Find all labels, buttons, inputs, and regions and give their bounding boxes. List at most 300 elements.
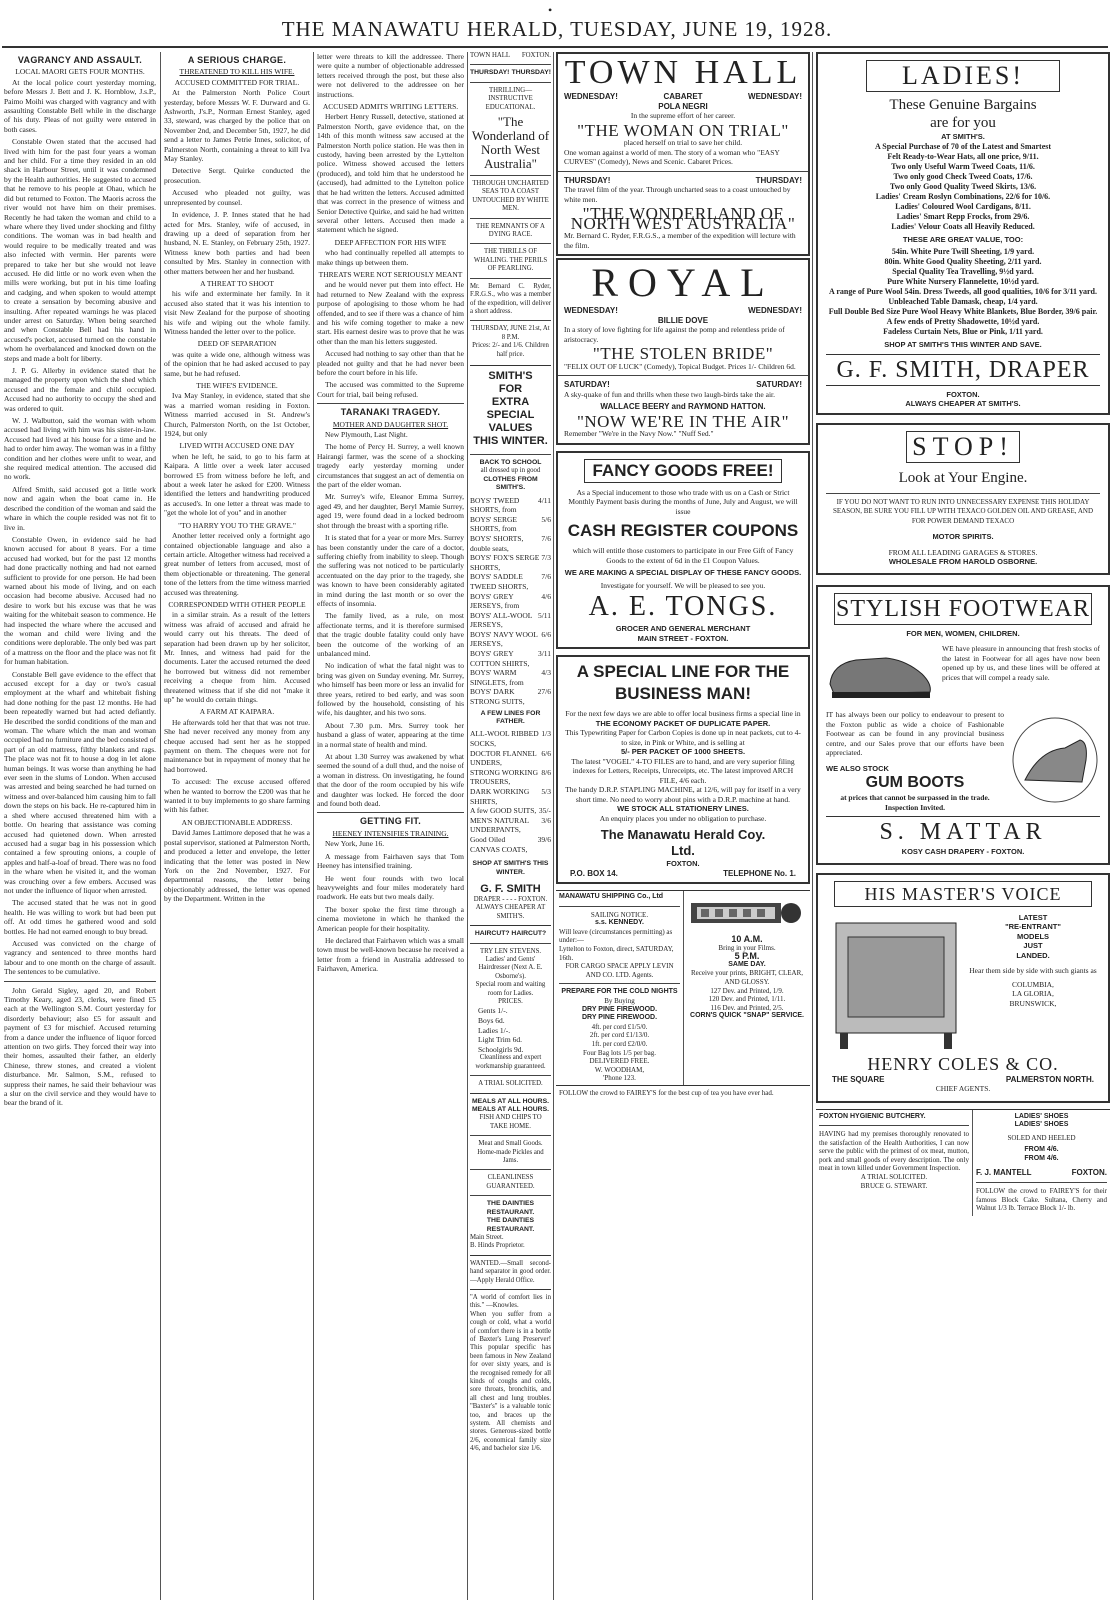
paragraph: No indication of what the fatal night was to bring was given on Sunday evening. Mr. Surrey, who himself has been more or less an invalid for three years, retired to bed early, and was soon followed by the household, consisting of his wife, his daughter, and his two sons. [317,661,464,718]
price-item: Boys 6d. [478,1016,505,1026]
price-value: 3/6 [541,815,551,825]
ad-heading: 5/- PER PACKET OF 1000 SHEETS. [620,747,746,756]
ad-heading: LADIES' SHOES [1014,1112,1069,1120]
divider [470,1075,551,1076]
ad-text: FOR CARGO SPACE APPLY LEVIN AND CO. LTD. Agents. [565,962,674,979]
ad-title: THIS WINTER. [473,434,548,447]
price-row [470,649,551,668]
crosshead: CORRESPONDED WITH OTHER PEOPLE [168,599,306,609]
divider [976,1182,1107,1183]
paragraph: He declared that Fairhaven which was a small town must be well-known because he received a letter from a friend in Australia addressed to Fairhaven, America. [317,935,464,974]
ad-day: WEDNESDAY! [748,92,802,101]
divider [4,981,156,982]
ad-title: FANCY GOODS FREE! [584,459,782,483]
ad-shop-name: G. F. SMITH [480,882,541,895]
divider [826,493,1100,494]
ad-title: BUSINESS MAN! [614,684,751,703]
ad-text: CHIEF AGENTS. [935,1084,991,1093]
paragraph: The accused stated that he was not in good health. He was willing to work but had been put off. At odd times he gathered wood and sold bottles. He had not earned enough to buy bread. [4,898,156,936]
bargain-line: Pure White Nursery Flannelette, 10½d yard. [887,277,1039,286]
paragraph: Mr. Surrey's wife, Eleanor Emma Surrey, aged 49, and her daughter, Beryl Mamie Surrey, aged 19, were found dead in a locked bedroom shot through the breast with a sporting rifle. [317,492,464,530]
bargain-line: Ladies' Velour Coats all Heavily Reduced. [891,221,1035,231]
ad-heading: CORN'S QUICK "SNAP" SERVICE. [690,1012,804,1020]
price-value: 7/6 [541,572,551,582]
ad-bottom-row [556,890,810,1085]
price-item: BOYS' SADDLE TWEED SHORTS, [470,572,529,591]
ad-text: 127 Dev. and Printed, 1/9. [710,986,784,995]
divider [819,1125,969,1126]
ad-text: Mr. Bernard C. Ryder, F.R.G.S., a member of the expedition will lecture with the film. [564,231,796,250]
ad-heading: are for you [930,115,996,131]
ad-town-hall-thursday [470,52,551,359]
price-value: 4/11 [537,495,551,505]
ad-text: W. WOODHAM, [594,1065,645,1074]
ad-fancy-goods [556,451,810,650]
paragraph: Detective Sergt. Quirke conducted the prosecution. [164,166,310,185]
ad-heading: FOR MEN, WOMEN, CHILDREN. [906,628,1020,638]
column-small-ads [470,52,551,1600]
bargain-line: Ladies' Smart Repp Frocks, from 29/6. [896,211,1030,221]
crosshead: LIVED WITH ACCUSED ONE DAY [179,441,295,451]
film-title: "THE WONDERLAND OF NORTH WEST AUSTRALIA" [570,204,796,233]
price-row [470,592,551,611]
price-item: BOYS' ALL-WOOL JERSEYS, [470,610,533,630]
ad-text: Prices: 2/- and 1/6. Children half price. [472,342,549,358]
paragraph: J. P. G. Allerby in evidence stated that he managed the property upon which the shed which accused and the female and child occupied. Accused had no authority to occupy the shed and was ordered to quit. [4,366,156,413]
ad-slogan: SHOP AT SMITH'S THIS WINTER AND SAVE. [884,340,1042,349]
paragraph: The boxer spoke the first time through a cinema movietone in which he thanked the American people for their hospitality. [317,904,464,933]
price-list [470,496,551,707]
newspaper-title: THE MANAWATU HERALD, TUESDAY, JUNE 19, 1928. [281,17,833,41]
paragraph: John Gerald Sigley, aged 20, and Robert Timothy Keary, aged 23, clerks, were fined £5 each at the Wellington S.M. Court yesterday for disorderly behaviour; also £5 for assault and payment of £3 for mischief. Accused returning from a dance under the influence of liquor forced attention on two girls. They forced their way into their homes, assaulted their father, an elderly Chinese, threw stones, and created a violent disturbance. Mr. Salmon, S.M., refused to suppress their names, he said their behaviour was a slur on the civil service and they would have to bear the brand of it. [4,985,156,1108]
paragraph: Accused was convicted on the charge of vagrancy and sentenced to three months hard labour and to one month on the charge of assault. The sentences to be cumulative. [4,938,156,977]
ad-day: SATURDAY! [756,380,802,389]
bargain-list [826,247,1100,337]
bargain-line: 54in. White Pure Twill Sheeting, 1/9 yard. [891,247,1035,256]
ad-heading: THE DAINTIES RESTAURANT. [486,1200,535,1216]
gramophone-cabinet-illustration [826,913,966,1053]
price-row [470,729,551,748]
divider [470,218,551,219]
paragraph: and he would never put them into effect. He had returned to New Zealand with the express purpose of apologising to those whom he had offended, and to see if there was a chance of him and his wife coming together to make a new start. His earnest desire was to prove that he was other than the man his letters suggested. [317,280,464,346]
ad-star: WALLACE BEERY and RAYMOND HATTON. [600,402,766,411]
price-item: ALL-WOOL RIBBED SOCKS, [470,729,539,749]
paragraph: The home of Percy H. Surrey, a well known Hairangi farmer, was the scene of a shocking tragedy early yesterday morning under circumstances that suggest an act of dementia on the part of the elder woman. [317,442,464,490]
price-row [470,668,551,687]
ad-subtitle: CASH REGISTER COUPONS [567,521,799,540]
paragraph: his wife and exterminate her family. In it accused also stated that it was his intention to visit New Zealand for the purpose of shooting his wife and wiping out the whole family. Witness handed the letter over to the police. [164,289,310,336]
ad-text: FISH AND CHIPS TO TAKE HOME. [479,1114,542,1130]
ad-heading: MOTOR SPIRITS. [932,532,994,541]
price-row [470,572,551,591]
ad-text: WE ALSO STOCK [826,763,889,773]
paragraph: The family lived, as a rule, on most affectionate terms, and it is therefore surmised that the tragic double fatality could only have been the outcome of the working of an unbalanced mind. [317,611,464,658]
ad-text: Hear them side by side with such giants as [969,966,1097,975]
bargain-line: A few ends of Pretty Shadowette, 10½d yard. [886,317,1040,326]
ad-shop-name: HENRY COLES & CO. [867,1053,1059,1074]
ad-text: Investigate for yourself. We will be pleased to see you. [600,580,766,590]
ad-heading: PREPARE FOR THE COLD NIGHTS [561,988,678,996]
price-row [470,496,551,515]
ad-heading: LADIES' SHOES [1014,1121,1069,1129]
ad-text: "FELIX OUT OF LUCK" (Comedy), Topical Budget. Prices 1/- Children 6d. [564,361,796,371]
paragraph: Constable Bell gave evidence to the effect that accused except for a day or two's casual employment at the wharf and whitebait fishing had done nothing for the past 12 months. He had been repeatedly warned but had acted defiantly. He described the sordid conditions of the man and woman. The whare which the man and woman occupied had no furniture and the bed consisted of part of an old mattress, filthy blankets and rags. The place was not fit to house a dog in let alone human beings. It was worse than anything he had ever seen in the slums of London. When accused was arrested and being searched he had turned on witness and over-balanced him causing him to fall down the steps on his back. He re-captured him in a shed where accused threatened him with a bottle. On hearing that assistance was coming accused had quietened down. When arrested accused had a sugar bag in his possession which contained a few sprouting onions, a couple of apples and half-a-loaf of bread. There was no food in the whare when he visited it, and the woman was crouching over a few embers. Accused was not under the influence of liquor when arrested. [4,669,156,895]
price-value: 5/3 [541,787,551,796]
divider [317,403,464,404]
paragraph: New Plymouth, Last Night. [325,430,408,440]
ad-shop-name: Ltd. [671,843,695,858]
divider [470,1135,551,1136]
bargain-line: A Special Purchase of 70 of the Latest and Smartest [874,141,1052,151]
subheadline: HEENEY INTENSIFIES TRAINING. [332,828,449,838]
ad-title: ROYAL [591,260,775,305]
divider [559,906,680,907]
ad-text: THURSDAY, JUNE 21st, At 8 P.M. [471,325,550,341]
divider [470,278,551,279]
price-row [470,768,551,787]
paragraph: in a similar strain. As a result of the letters witness was afraid of accused and afraid he would carry out his threats. The deed of separation had been drawn up by her solicitor, Mr. Innes, and witness had paid for the documents. Later the accused returned the deed he borrowed but witness did not remember receiving a cheque from him. Accused threatened witness that if she did not "make it up" he would do certain things. [164,610,310,704]
bargain-list [826,142,1100,232]
ad-text: FOXTON. [666,859,700,868]
ad-shop-name: F. J. MANTELL [976,1168,1032,1178]
ad-text: A TRIAL SOLICITED. [478,1080,543,1088]
ad-text: DELIVERED FREE. [589,1057,650,1066]
ad-heading: MEALS AT ALL HOURS. [471,1097,550,1105]
ad-text: LANDED. [1016,950,1050,960]
ad-heading: THESE ARE GREAT VALUE, TOO: [902,234,1024,244]
crosshead: AN OBJECTIONABLE ADDRESS. [181,817,293,827]
paragraph: was quite a wide one, although witness was of the opinion that he had asked accused to pay same, but he had refused. [164,349,310,378]
paragraph: Another letter received only a fortnight ago contained objectionable language and also a certain article. Altogether witness had received a great number of letters from accused, most of them objectionable or threatening. The general tone of the letters from the time witness married accused was threatening. [164,531,310,597]
ad-text: PRICES. [498,998,523,1006]
ad-royal [556,258,810,445]
price-value: 1/3 [541,729,551,739]
ad-heading: CLOTHES FROM SMITH'S. [483,475,538,492]
ad-stylish-footwear [816,585,1110,865]
ad-text: GROCER AND GENERAL MERCHANT [615,624,751,633]
ad-text: HAVING had my premises thoroughly renovated to the satisfaction of the Health Authorities, I can now serve the public with the primest of ox meat, mutton, pork and small goods of every description. The only meat in town killed under Government Inspection. [819,1130,969,1173]
paragraph: In evidence, J. P. Innes stated that he had acted for Mrs. Stanley, wife of accused, in drawing up a deed of separation from her husband, N. E. Stanley, on February 25th, 1927. Witness knew both parties and had been consulted by Mrs. Stanley in connection with other matters between her and her husband. [164,210,310,276]
price-item: BOYS' WARM SINGLETS, from [470,668,524,687]
paragraph: He afterwards told her that that was not true. She had never received any money from any cheque accused had sent her as he stopped payment on them. The cheques were not for maintenance but in repayment of money that he had borrowed. [164,717,310,774]
ad-text: A sky-quake of fun and thrills when these two laugh-birds take the air. [564,389,775,399]
price-item: DOCTOR FLANNEL UNDERS, [470,748,537,768]
paragraph: Constable Owen, in evidence said he had known accused for about 8 years. For a time accused had worked, but for the past 12 months had done practically nothing and had not earned sufficient to provide for one person. He had been warned about his mode of living, and on each occasion had become abusive. Accused had no desire to work but his excuse was that he was waiting for the whitebait season to commence. He had inspected the whare where the accused and the woman and child were living and the conditions were deplorable. The only bed was part of a mattress on the floor and the place was not fit for human habitation. [4,534,156,667]
paragraph: About 7.30 p.m. Mrs. Surrey took her husband a glass of water, appearing at the time in a normal state of health and mind. [317,720,464,749]
ad-texaco-stop [816,423,1110,575]
ad-heading: WE ARE MAKING A SPECIAL DISPLAY OF THESE FANCY GOODS. [564,568,802,577]
price-value: 7/6 [541,533,551,543]
ad-text: Will leave (circumstances permitting) as under:— [559,927,673,945]
ad-label: THURSDAY! [511,69,551,77]
ad-faireys-tea: FOLLOW the crowd to FAIREY'S for the best cup of tea you have ever had. [556,1085,810,1101]
price-row [470,816,551,835]
masthead [0,0,1114,48]
ad-text: Cleanliness and expert workmanship guaranteed. [475,1054,546,1070]
ad-text: s.s. KENNEDY. [594,919,645,927]
ad-heading: DRY PINE FIREWOOD. [581,1005,658,1013]
ad-text: BRUCE G. STEWART. [860,1181,928,1190]
ad-heading: HAIRCUT? HAIRCUT? [474,930,547,938]
ad-label: FOXTON. [521,52,551,59]
price-item: Gents 1/-. [478,1006,508,1016]
ad-heading: GUM BOOTS [865,774,965,791]
ad-baxters [470,1290,551,1458]
ad-text: Bring in your Films. [718,943,776,952]
ad-text: Ladies' and Gents' Hairdresser (Next A. E. Osborne's). [478,956,543,980]
price-row [478,1006,551,1016]
price-row [470,611,551,630]
bargain-line: Two only Good Quality Tweed Skirts, 13/6. [889,181,1037,191]
ad-text: BRUNSWICK, [1009,998,1057,1008]
ad-text: at prices that cannot be surpassed in the trade. Inspection Invited. [840,793,990,812]
paragraph: At the local police court yesterday morning, before Messrs J. Bett and J. K. Hornblow, J.s.P., Paimo Moihi was charged with vagrancy and with assaulting Constable Bell while in the discharge of his duty. Pleas of not guilty were entered in both cases. [4,77,156,134]
ad-text: Four Bag lots 1/5 per bag. [582,1048,657,1057]
price-value: 39/6 [537,834,551,844]
ad-text: THE THRILLS OF WHALING. THE PERILS OF PEARLING. [473,248,548,273]
headline: A SERIOUS CHARGE. [187,55,287,65]
ad-text: SOLED AND HEELED [1007,1133,1076,1142]
ad-text: IT has always been our policy to endeavour to present to the Foxton public as wide a choice of Fashionable Footwear as can be found in any provincial business centre, and our Sales prove that our efforts have been appreciated. [826,710,1004,757]
ad-shop-name: S. MATTAR [826,816,1100,847]
column-divider [812,52,813,1600]
paragraph: At about 1.30 Surrey was awakened by what seemed the sound of a dull thud, and the noise of a woman in distress. On investigating, he found that the door of the room occupied by his wife and daughter was locked. He forced the door and found both dead. [317,752,464,809]
bargain-line: 80in. White Good Quality Sheeting, 2/11 yard. [884,257,1042,266]
price-row [470,787,551,806]
ad-text: By Buying [604,996,635,1005]
ad-text: TRY LEN STEVENS. [479,947,542,955]
masthead-dot: • [548,3,553,17]
ad-heading: WE STOCK ALL STATIONERY LINES. [617,804,749,813]
divider [470,943,551,944]
mens-shoe-illustration [826,644,936,704]
ad-haircut [470,926,551,1093]
paragraph: Alfred Smith, said accused got a little work now and again when the boat came in. He described the condition of the woman and said the whare in which the couple resided was not fit to live in. [4,484,156,532]
ad-text: Main Street. [470,1233,504,1241]
price-item: Good Oiled CANVAS COATS, [470,834,528,854]
price-item: BOYS' SHORTS, double seats, [470,533,524,553]
ad-text: AT SMITH'S. [941,132,985,141]
ad-text-group [966,913,1100,1053]
paragraph: who had continually repelled all attempts to make things up between them. [317,248,464,267]
crosshead: DEED OF SEPARATION [197,339,277,349]
ad-title: SMITH'S [488,369,533,382]
subheadline: THREATENED TO KILL HIS WIFE. [179,67,295,77]
ad-text: FOXTON. [946,389,980,399]
paragraph: Accused who pleaded not guilty, was unrepresented by counsel. [164,188,310,207]
paragraph: Accused had nothing to say other than that he pleaded not guilty and that he had never been before the court before in his life. [317,349,464,377]
ad-shop-name: A. E. TONGS. [588,591,778,622]
headline: TARANAKI TRAGEDY. [340,407,441,418]
crosshead: "TO HARRY YOU TO THE GRAVE." [178,520,296,530]
paragraph: It is stated that for a year or more Mrs. Surrey has been constantly under the care of a doctor, suffering chiefly from inability to sleep. Though the suffering was not noticed to be particularly accentuated on the day prior to the tragedy, she was known to have been considerably agitated in mind during the last month or so over the effects of insomnia. [317,533,464,608]
ad-text: P.O. BOX 14. [570,868,618,878]
divider [317,812,464,813]
price-value: 4/3 [541,668,551,678]
price-row [470,806,551,816]
ad-heading: A FEW LINES FOR FATHER. [480,709,541,726]
divider [470,1195,551,1196]
ad-text: For the next few days we are able to offer local business firms a special line in [565,709,801,718]
divider [470,175,551,176]
bargain-line: Two only good Check Tweed Coats, 17/6. [893,171,1033,181]
ad-text: all dressed up in good [480,467,541,475]
price-row [470,687,551,706]
ad-butchery [816,1110,973,1216]
bargain-line: Fadeless Curtain Nets, Blue or Pink, 1/11 yard. [883,327,1043,336]
price-item: BOYS' NAVY WOOL JERSEYS, [470,629,538,649]
ad-text: B. Hinds Proprietor. [470,1242,525,1250]
film-title: "THE WOMAN ON TRIAL" [577,120,789,140]
price-value: 27/6 [537,687,551,697]
paragraph: Herbert Henry Russell, detective, stationed at Palmerston North, gave evidence that, on the 14th of this month witness saw accused at the Palmerston North police station. He was then in custody, having been arrested by the Lyttelton police. Witness showed accused the letters (produced), and told him that he understood he (accused), had admitted to the Lyttelton police that he had written the letters. Accused admitted that was correct in the presence of witness and Senior Detective Quirke, and said he had written several other letters. Accused then made a statement which he signed. [317,112,464,235]
column-shop-ads [816,52,1110,1600]
ad-smiths-values [470,365,551,926]
bargain-line: Ladies' Coloured Wool Cardigans, 8/11. [895,201,1031,211]
bargain-line: A range of Pure Wool 54in. Dress Tweeds, all good qualities, 10/6 for 3/11 yard. [828,287,1097,296]
paragraph: He went four rounds with two local heavyweights and four miles moderately hard roadwork. He eats but two meals daily. [317,873,464,902]
column-news [317,52,464,1600]
ad-dainties [470,1094,551,1256]
ad-text: COLUMBIA, [1012,979,1054,989]
ad-text: 1ft. per cord £2/0/0. [591,1039,648,1048]
price-item: DARK WORKING SHIRTS, [470,787,530,806]
ad-slogan: SHOP AT SMITH'S THIS WINTER. [472,860,549,876]
ad-text: which will entitle those customers to participate in our Free Gift of Fancy Goods to the extent of 6d in the £1 Coupon Values. [572,546,794,565]
ad-text: THRILLING—INSTRUCTIVE EDUCATIONAL. [485,86,536,111]
divider [558,171,808,172]
ad-text: WHOLESALE FROM HAROLD OSBORNE. [888,557,1038,566]
price-row [470,553,551,572]
ad-text: KOSY CASH DRAPERY - FOXTON. [901,847,1025,856]
ad-text: Mr. Bernard C. Ryder, F.R.G.S., who was a member of the expedition, will deliver a short address. [470,282,551,315]
price-list [470,729,551,854]
price-row [470,534,551,553]
ad-title: HIS MASTER'S VOICE [834,881,1092,907]
ad-text: One woman against a world of men. The story of a woman who "EASY CURVES" (Comedy), News and Scenic. Cabaret Prices. [564,147,780,166]
ad-text: "RE-ENTRANT" [1005,922,1061,931]
ad-text: THE REMNANTS OF A DYING RACE. [476,222,545,239]
ad-title: STYLISH FOOTWEAR [834,593,1092,625]
ad-label: TOWN HALL [470,52,511,59]
ad-text: The latest "VOGEL" 4-TO FILES are to hand, and are very superior filing indexes for Letters, Receipts, Unreceipts, etc. The latest improved ARCH FILE, 4/6 each. [571,756,795,785]
price-item: MEN'S NATURAL UNDERPANTS, [470,815,529,835]
ad-title: TOWN HALL [564,54,802,91]
ad-day: THURSDAY! [755,175,802,185]
divider [470,1169,551,1170]
ad-text: 'Phone 123. [603,1074,636,1083]
bargain-line: Special Quality Tea Travelling, 9½d yard. [892,267,1034,276]
column-divider [313,52,314,1600]
paragraph: Constable Owen stated that the accused had lived with him for the past four years a woman and her child. For a time they resided in an old shack in Harbour Street, until it was condemned by the Health authorities. He suggested to accused that he remove to his people at Ohau, which he did but returned to Foxton. The Maoris across the river would not have him on their premises. Recently he had taken the woman and child to a whare where they lived under shocking and filthy conditions. The woman was in bad health and would require to be medically treated and was also infected with vermin. Her parents were prepared to take her but she would not leave accused. He did little or no work even when the mills were working, but put in his time loafing and cadging, and when spoken to would attempt to create a sensation by becoming abusive and insulting. After repeated warnings he was placed under arrest on Saturday. When being searched and when Constable Bell had his hand in accused's pocket, accused turned on the constable whom he overbalanced and knocked down on the steps and made a bolt for liberty. [4,137,156,363]
price-value: 4/6 [541,591,551,601]
price-row [470,515,551,534]
ad-text: FROM 4/6. [1024,1146,1059,1154]
ad-heading: Look at Your Engine. [898,469,1028,486]
price-value: 6/6 [541,629,551,639]
ad-text: LA GLORIA, [1012,989,1054,998]
ad-text: THE SQUARE [832,1074,885,1084]
column-divider [467,52,468,1600]
column-divider [553,52,554,1600]
price-value: 5/6 [541,514,551,524]
ad-text: SAILING NOTICE. [590,910,649,919]
paragraph: A message from Fairhaven says that Tom Heeney has intensified training. [317,851,464,871]
ad-text: This Typewriting Paper for Carbon Copies is done up in neat packets, cut to 4-to size, in Pink or White, and is selling at [565,728,801,747]
crosshead: THREATS WERE NOT SERIOUSLY MEANT [318,269,463,279]
price-item: BOYS' TWEED SHORTS, from [470,495,520,515]
paragraph: Iva May Stanley, in evidence, stated that she was a married woman residing in Foxton. Witness married accused in St. Andrew's Church, Palmerston North, on the 1st October, 1924, but only [164,391,310,439]
ad-text: A TRIAL SOLICITED. [860,1173,928,1182]
ad-title: LADIES! [866,60,1060,92]
price-item: Schoolgirls 9d. [478,1044,524,1054]
price-item: BOYS' SERGE SHORTS, from [470,514,517,534]
ad-text: As a Special inducement to those who trade with us on a Cash or Strict Monthly Payment basis during the months of June, July and August, we will issue [568,487,798,516]
ad-day: WEDNESDAY! [564,92,618,101]
ad-heading: MANAWATU SHIPPING Co., Ltd [559,893,664,900]
divider [470,454,551,455]
ad-business-man [556,655,810,884]
film-title: "THE STOLEN BRIDE" [592,344,774,363]
price-row [470,630,551,649]
ad-text-group [826,710,1010,812]
headline: VAGRANCY AND ASSAULT. [17,55,143,65]
ad-faireys-cake: FOLLOW the crowd to FAIREY'S for their famous Block Cake. Sultana, Cherry and Walnut 1/3 lb. Terrace Block 1/- lb. [976,1187,1107,1213]
ad-title: STOP! [906,431,1020,463]
divider [470,82,551,83]
price-list [470,1006,551,1054]
ad-text: MODELS [1016,931,1050,941]
bargain-line: Two only Useful Warm Tweed Coats, 11/6. [891,161,1035,171]
crosshead: THE WIFE'S EVIDENCE. [196,381,278,390]
ad-text: IF YOU DO NOT WANT TO RUN INTO UNNECESSARY EXPENSE THIS HOLIDAY SEASON, BE SURE YOU FILL UP WITH TEXACO GOLDEN OIL AND GREASE, AND FOR POWER DEMAND TEXACO [832,497,1094,525]
ad-heading: These Genuine Bargains [889,97,1037,113]
ad-text: In the supreme effort of her career. [630,111,736,120]
subheadline: MOTHER AND DAUGHTER SHOT. [332,419,449,429]
camera-film-illustration [687,893,807,935]
ad-text: placed herself on trial to save her child. [623,138,743,147]
ad-title: "The Wonderland of North West Australia" [471,114,550,172]
price-value: 35/- [538,806,551,816]
ad-text: FOXTON. [1071,1168,1107,1178]
paragraph: letter were threats to kill the addressee. There were quite a number of objectionable addressed letters received through the post, but these also were not delivered to the addressee on her instructions. [317,52,464,99]
ad-text: MAIN STREET - FOXTON. [637,633,729,643]
ad-text: Remember "We're in the Navy Now." "Nuff Sed." [564,429,714,438]
subheadline: ACCUSED COMMITTED FOR TRIAL. [174,77,300,87]
price-row [478,1045,551,1055]
ad-heading: BACK TO SCHOOL [479,458,542,466]
price-item: Light Trim 6d. [478,1035,522,1045]
ad-text: FROM ALL LEADING GARAGES & STORES. [888,547,1038,557]
paragraph: W. J. Walbutton, said the woman with whom accused had living with him was his sister-in-law. Accused had lived at his house for a time and he had to order him away. The woman was in a filthy condition and her clothes were unfit to wear, and she required medical attention. The accused did no work. [4,416,156,482]
price-item: STRONG WORKING TROUSERS, [470,767,538,787]
ad-text: JUST [1023,941,1043,950]
ad-shipping-and-firewood [556,891,684,1085]
ad-shop-name: G. F. SMITH, DRAPER [826,354,1100,386]
divider [558,375,808,376]
ad-text: 2ft. per cord £1/13/0. [589,1031,650,1040]
ad-text: DRAPER - - - - FOXTON. [473,895,548,903]
price-value: 7/3 [541,553,551,563]
ad-corns-films [684,891,810,1085]
ad-text: ALWAYS CHEAPER AT SMITH'S. [905,399,1021,408]
ad-text: The handy D.R.P. STAPLING MACHINE, at 12/6, will pay for itself in a very short time. No need to worry about pins with a D.R.P. machine at hand. [565,785,801,804]
ad-text: WE have pleasure in announcing that fresh stocks of the latest in Footwear for all ages have now been opened up by us, and these lines will be offered at prices that will compel a ready sale. [942,644,1100,682]
ad-shop-name: The Manawatu Herald Coy. [600,827,766,842]
ad-text: 116 Dev. and Printed, 2/5. [710,1003,784,1012]
price-value: 6/6 [541,748,551,758]
paragraph: At the Palmerston North Police Court yesterday, before Messrs W. F. Durward and G. Ashworth, J's.P., Norman Ernest Stanley, aged 33, steward, was charged by the police that on November 2nd, and December 5th, 1927, he did send a letter to James Petrie Innes, solicitor, of Palmerston North, containing a threat to kill Iva May Stanley. [164,88,310,164]
